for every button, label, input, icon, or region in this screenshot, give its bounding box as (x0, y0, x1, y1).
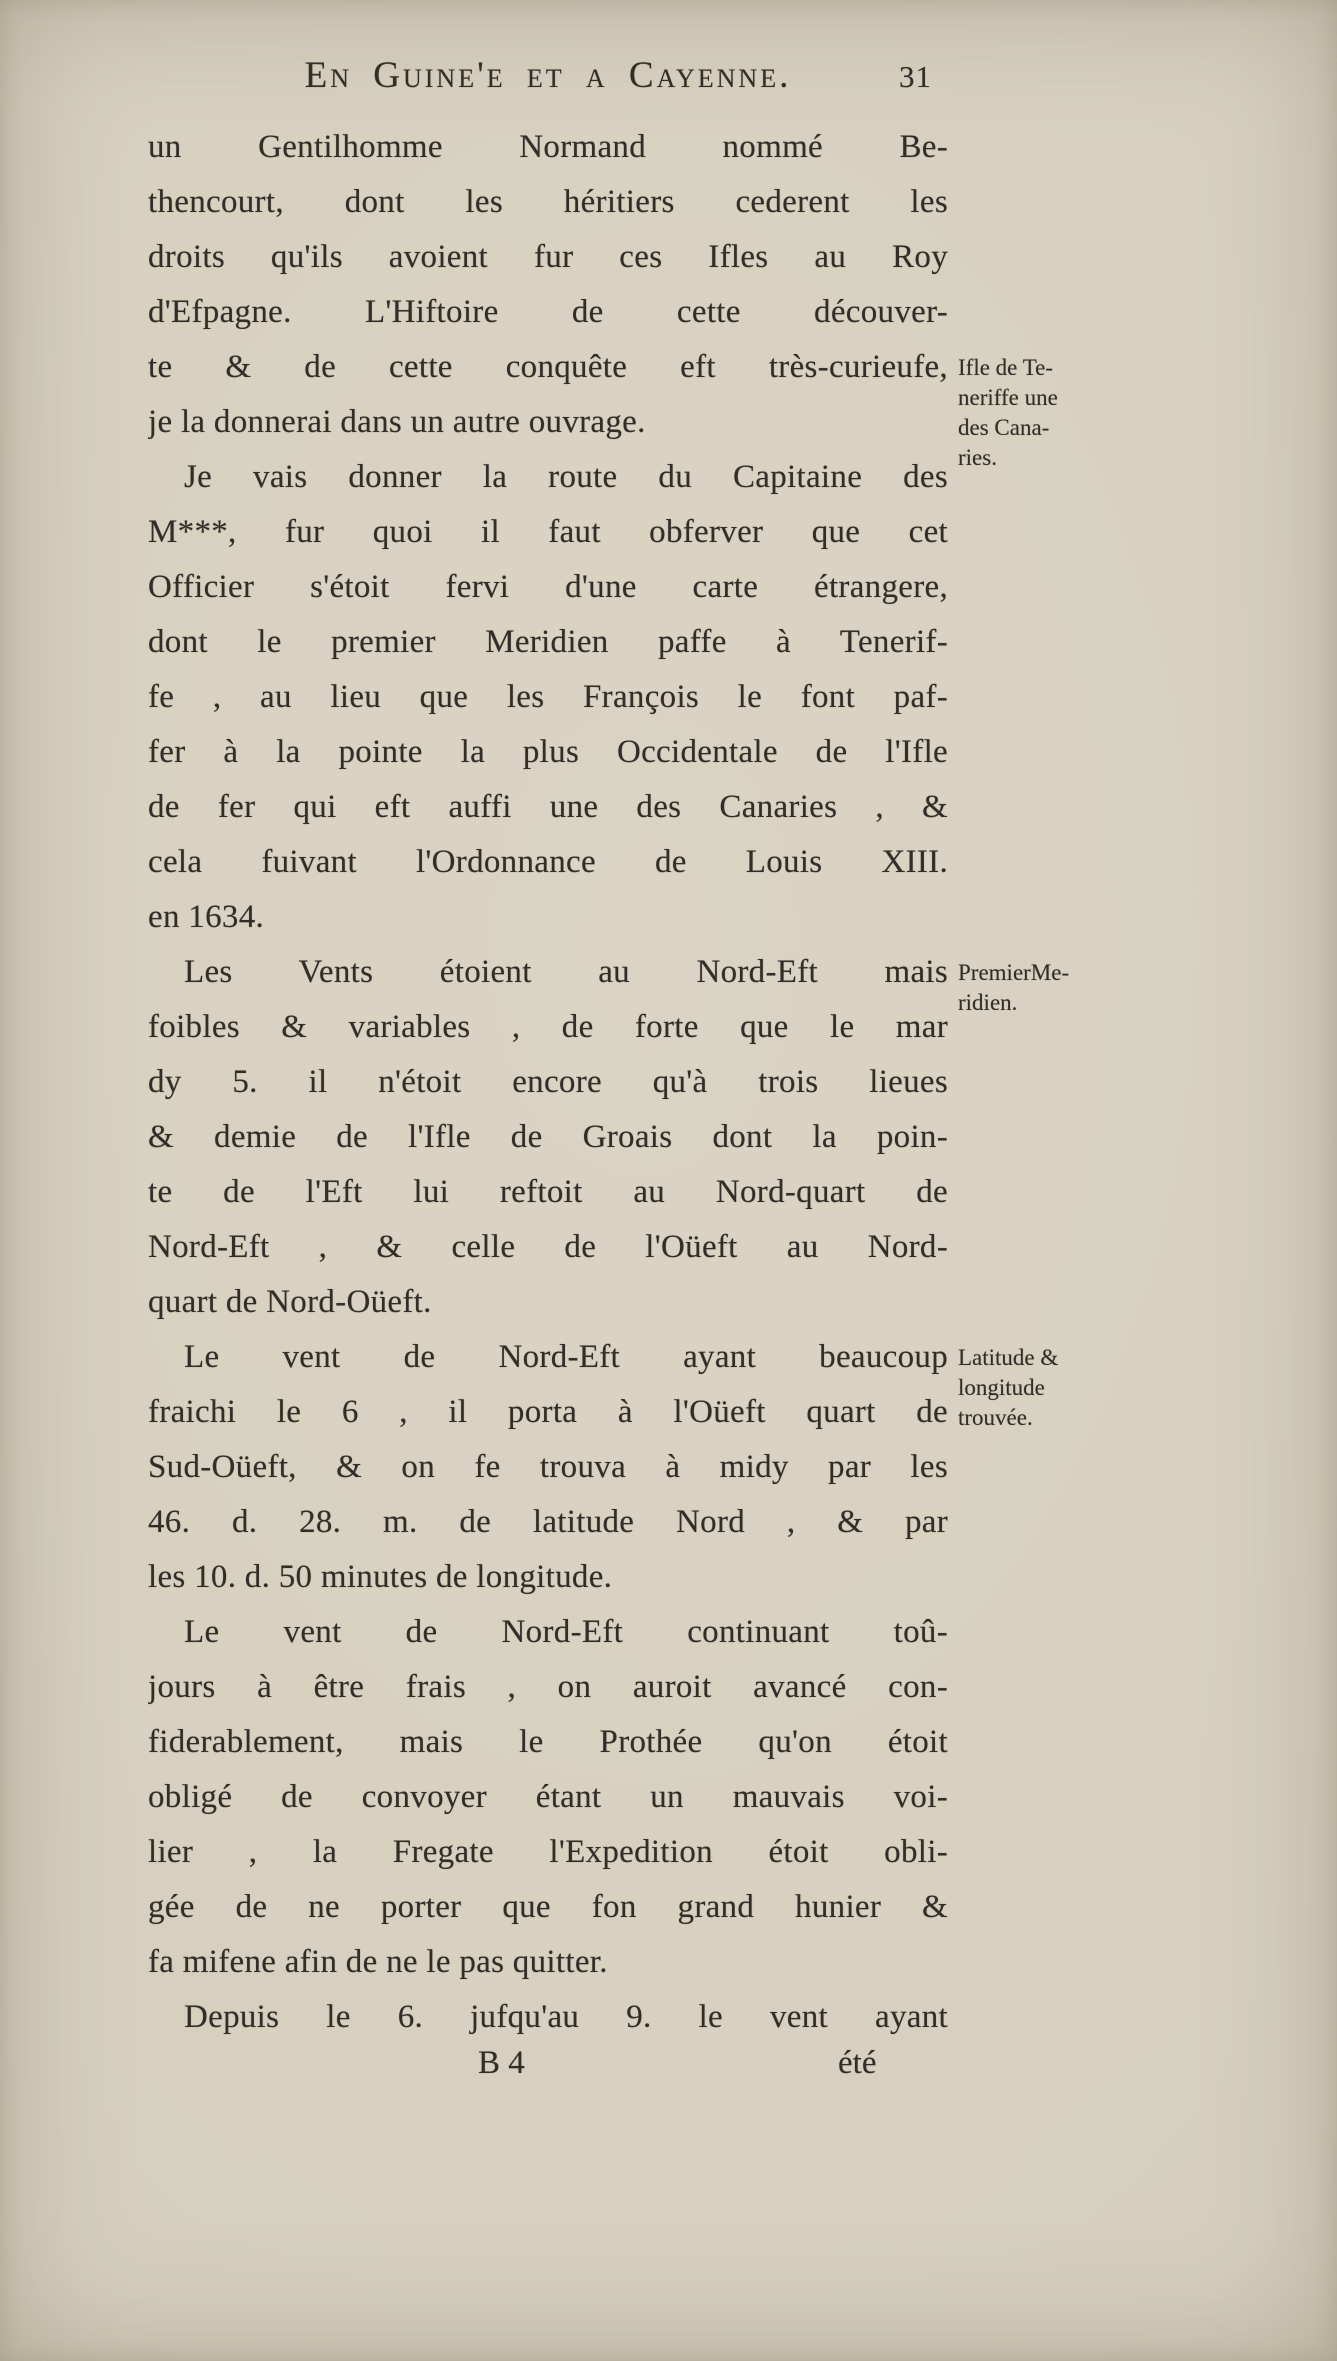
margin-note-line: Ifle de Te- (958, 355, 1054, 380)
text-line: obligé de convoyer étant un mauvais voi- (148, 1779, 948, 1815)
text-line: Sud-Oüeft, & on fe trouva à midy par les (148, 1449, 948, 1485)
text-line: de fer qui eft auffi une des Canaries , & (148, 789, 948, 825)
paragraph (148, 1330, 948, 1605)
text-line: Depuis le 6. jufqu'au 9. le vent ayant (184, 1999, 948, 2035)
margin-note (958, 958, 1168, 1018)
margin-note (958, 1343, 1168, 1433)
paragraph (148, 120, 948, 450)
page-header (148, 54, 948, 104)
text-line: te & de cette conquête eft très-curieufe, (148, 349, 948, 385)
text-line: gée de ne porter que fon grand hunier & (148, 1889, 948, 1925)
text-line: je la donnerai dans un autre ouvrage. (148, 404, 646, 440)
text-line: te de l'Eft lui reftoit au Nord-quart de (148, 1174, 948, 1210)
text-line: Les Vents étoient au Nord-Eft mais (184, 954, 948, 990)
text-line: Officier s'étoit fervi d'une carte étrangere, (148, 569, 948, 605)
margin-note (958, 353, 1168, 473)
text-line: dy 5. il n'étoit encore qu'à trois lieues (148, 1064, 948, 1100)
text-line: thencourt, dont les héritiers cederent les (148, 184, 948, 220)
margin-note-line: trouvée. (958, 1405, 1033, 1430)
text-line: Le vent de Nord-Eft ayant beaucoup (184, 1339, 948, 1375)
main-text-block (148, 120, 948, 2045)
text-line: les 10. d. 50 minutes de longitude. (148, 1559, 613, 1595)
text-line: quart de Nord-Oüeft. (148, 1284, 432, 1320)
margin-note-line: Latitude & (958, 1345, 1059, 1370)
text-line: foibles & variables , de forte que le mar (148, 1009, 948, 1045)
text-line: jours à être frais , on auroit avancé con- (148, 1669, 948, 1705)
text-line: Nord-Eft , & celle de l'Oüeft au Nord- (148, 1229, 948, 1265)
margin-note-line: ries. (958, 445, 997, 470)
running-title: En Guine'e et a Cayenne. (304, 55, 792, 96)
text-line: droits qu'ils avoient fur ces Ifles au Roy (148, 239, 948, 275)
signature-mark: B 4 (478, 2045, 525, 2081)
margin-note-line: neriffe une (958, 385, 1058, 410)
paragraph (148, 945, 948, 1330)
text-line: fa mifene afin de ne le pas quitter. (148, 1944, 608, 1980)
paragraph (148, 450, 948, 945)
text-line: fraichi le 6 , il porta à l'Oüeft quart de (148, 1394, 948, 1430)
text-line: dont le premier Meridien paffe à Tenerif- (148, 624, 948, 660)
text-line: M***, fur quoi il faut obferver que cet (148, 514, 948, 550)
page-number: 31 (899, 59, 932, 94)
text-line: d'Efpagne. L'Hiftoire de cette découver- (148, 294, 948, 330)
text-line: Le vent de Nord-Eft continuant toû- (184, 1614, 948, 1650)
margin-note-line: longitude (958, 1375, 1045, 1400)
margin-note-line: des Cana- (958, 415, 1050, 440)
signature-row (148, 2045, 948, 2100)
text-line: un Gentilhomme Normand nommé Be- (148, 129, 948, 165)
margin-note-line: PremierMe- (958, 960, 1070, 985)
paragraph (148, 1605, 948, 1990)
text-line: fer à la pointe la plus Occidentale de l'Ifle (148, 734, 948, 770)
paragraph (148, 1990, 948, 2045)
margin-note-line: ridien. (958, 990, 1018, 1015)
text-line: lier , la Fregate l'Expedition étoit obli- (148, 1834, 948, 1870)
text-line: & demie de l'Ifle de Groais dont la poin- (148, 1119, 948, 1155)
text-line: fe , au lieu que les François le font paf- (148, 679, 948, 715)
text-line: fiderablement, mais le Prothée qu'on étoit (148, 1724, 948, 1760)
text-line: 46. d. 28. m. de latitude Nord , & par (148, 1504, 948, 1540)
text-line: en 1634. (148, 899, 265, 935)
text-line: Je vais donner la route du Capitaine des (184, 459, 948, 495)
text-line: cela fuivant l'Ordonnance de Louis XIII. (148, 844, 948, 880)
catchword: été (838, 2045, 877, 2081)
